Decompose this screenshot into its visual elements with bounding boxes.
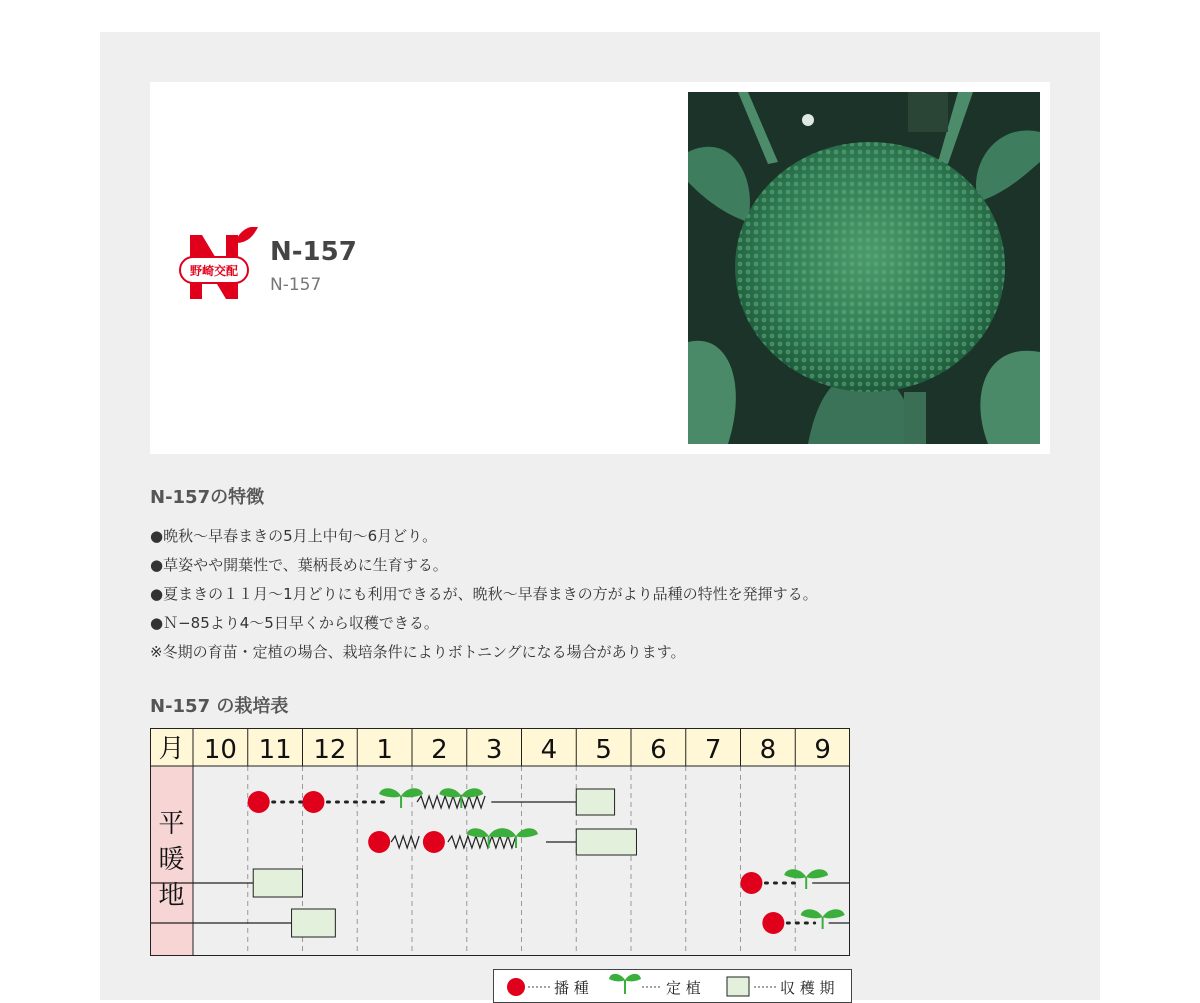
region-char: 地 — [158, 881, 185, 911]
month-11: 11 — [258, 735, 292, 765]
nursery-line — [448, 836, 516, 848]
schedule-legend — [493, 969, 852, 1003]
legend-plant-icon — [609, 974, 641, 994]
cultivation-schedule-table — [150, 728, 850, 956]
feature-item: ●晩秋〜早春まきの5月上中旬〜6月どり。 — [150, 527, 438, 545]
month-5: 5 — [595, 735, 612, 765]
legend-plant-label: 定 植 — [666, 979, 701, 997]
feature-item: ●草姿やや開葉性で、葉柄長めに生育する。 — [150, 556, 448, 574]
month-10: 10 — [203, 735, 237, 765]
month-8: 8 — [759, 735, 777, 765]
month-4: 4 — [540, 735, 558, 765]
planting-seedling — [784, 869, 828, 889]
harvest-period — [292, 909, 336, 937]
harvest-period — [253, 869, 302, 897]
nozaki-logo — [178, 227, 258, 307]
feature-item: ●夏まきの１１月〜1月どりにも利用できるが、晩秋〜早春まきの方がより品種の特性を発揮する。 — [150, 585, 818, 603]
product-title: N-157 — [270, 237, 357, 267]
sowing-dot — [740, 872, 762, 894]
month-label: 月 — [158, 734, 185, 764]
month-7: 7 — [704, 735, 722, 765]
sowing-dot — [248, 791, 270, 813]
nursery-line — [391, 836, 419, 848]
feature-note: ※冬期の育苗・定植の場合、栽培条件によりボトニングになる場合があります。 — [150, 643, 686, 661]
product-card — [150, 82, 1050, 454]
legend-harvest-label: 収 穫 期 — [780, 979, 835, 997]
sowing-dot — [762, 912, 784, 934]
sowing-dot — [368, 831, 390, 853]
product-subtitle: N-157 — [270, 275, 322, 295]
planting-seedling — [801, 909, 845, 929]
product-panel — [100, 32, 1100, 1000]
month-12: 12 — [313, 735, 347, 765]
legend-sow-icon — [507, 978, 525, 996]
features-list — [150, 522, 818, 667]
features-heading: N-157の特徴 — [150, 487, 265, 508]
schedule-heading: N-157 の栽培表 — [150, 696, 289, 717]
nursery-line — [417, 796, 485, 808]
planting-seedling — [379, 788, 423, 808]
month-6: 6 — [650, 735, 667, 765]
feature-item: ●Ｎ−85より4〜5日早くから収穫できる。 — [150, 614, 439, 632]
harvest-period — [576, 789, 614, 815]
month-9: 9 — [814, 735, 831, 765]
month-3: 3 — [485, 735, 503, 765]
broccoli-photo — [688, 92, 1040, 444]
logo-text: 野崎交配 — [189, 264, 239, 278]
legend-harvest-icon — [727, 977, 749, 996]
legend-sow-label: 播 種 — [554, 979, 589, 997]
month-1: 1 — [376, 735, 393, 765]
month-2: 2 — [431, 735, 448, 765]
harvest-period — [576, 829, 636, 855]
region-char: 平 — [158, 809, 185, 839]
sowing-dot — [423, 831, 445, 853]
region-char: 暖 — [158, 845, 185, 875]
sowing-dot — [302, 791, 324, 813]
